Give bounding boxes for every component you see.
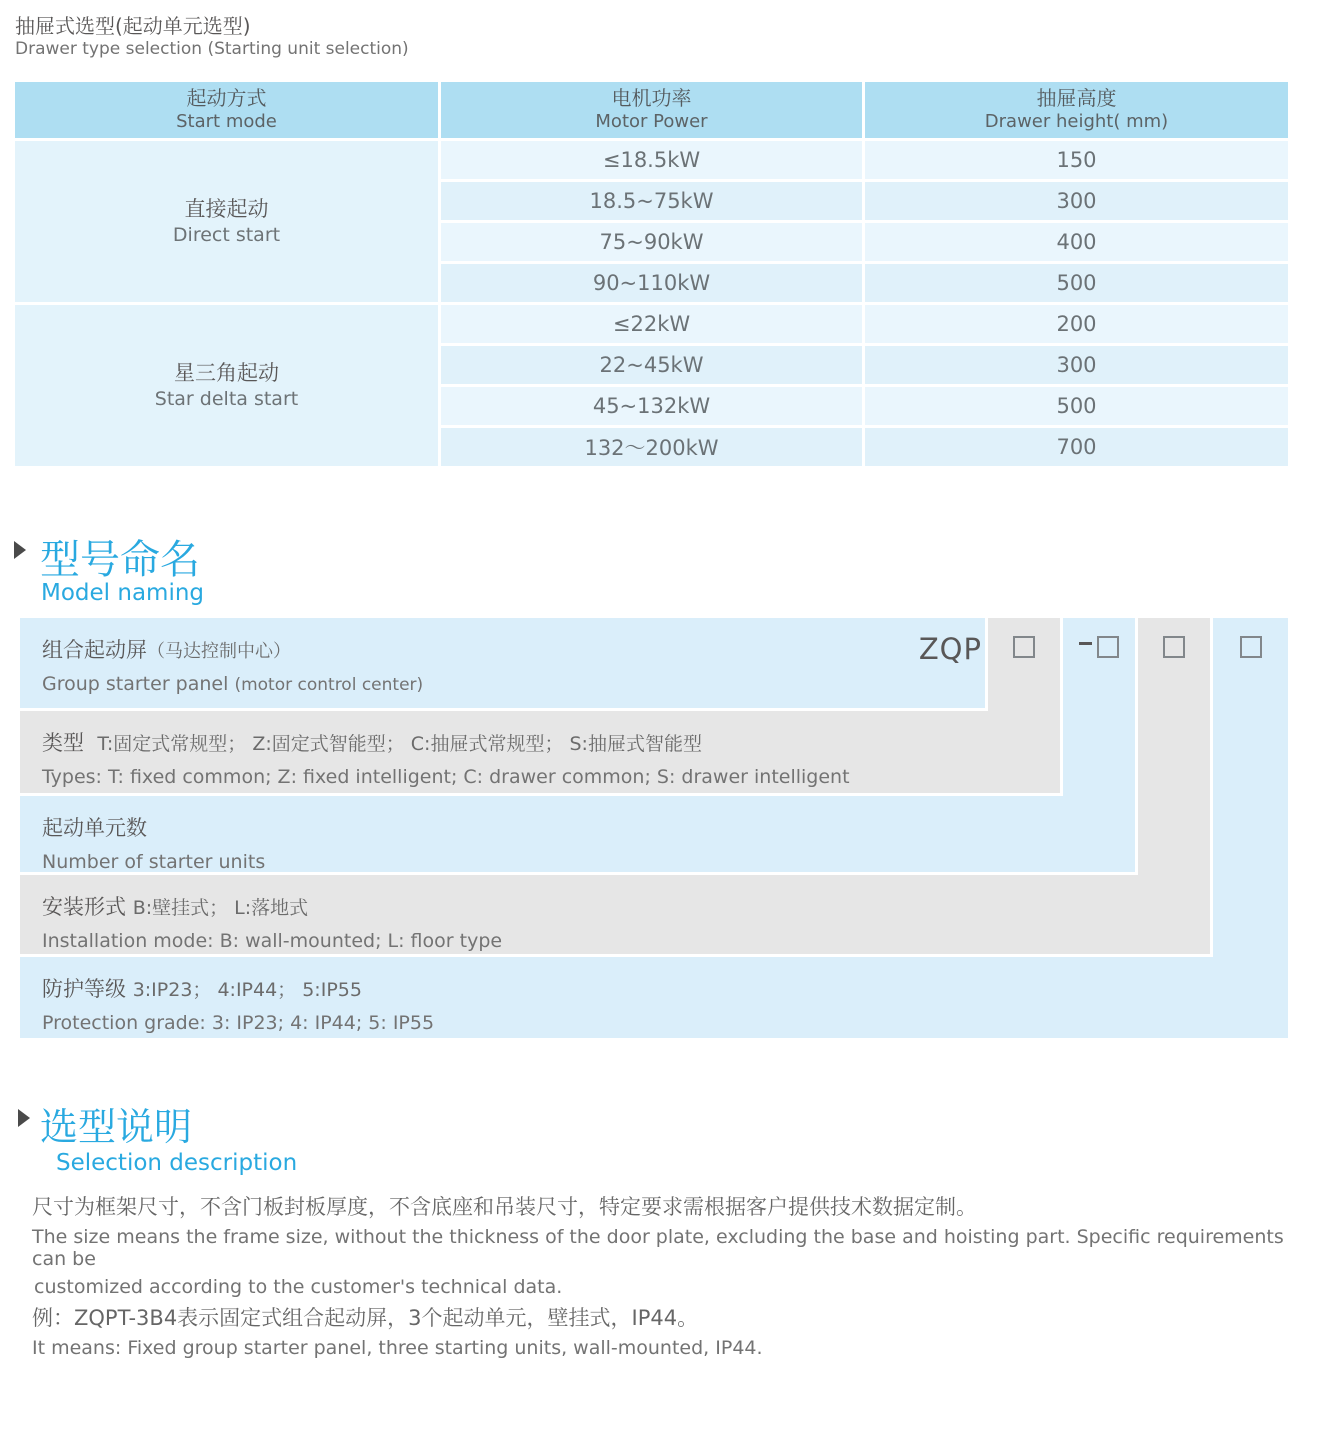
desc-line-cn: 尺寸为框架尺寸，不含门板封板厚度，不含底座和吊装尺寸，特定要求需根据客户提供技术数据定制。 [32, 1195, 977, 1219]
page-title-en: Drawer type selection (Starting unit selection) [15, 39, 409, 59]
row-label-en: Number of starter units [42, 851, 266, 873]
col-header-start-mode [15, 82, 438, 138]
height-cell: 200 [865, 305, 1288, 343]
code-column-installation [1138, 618, 1210, 954]
desc-line-en: It means: Fixed group starter panel, three starting units, wall-mounted, IP44. [32, 1337, 763, 1359]
height-cell: 700 [865, 428, 1288, 466]
code-box-icon [1097, 636, 1119, 658]
section-arrow-icon [14, 541, 26, 559]
height-cell: 150 [865, 141, 1288, 179]
header-en: Motor Power [595, 111, 708, 133]
power-cell: ≤22kW [441, 305, 862, 343]
height-cell: 300 [865, 182, 1288, 220]
row-label-en: Group starter panel [42, 673, 229, 695]
code-box-icon [1013, 636, 1035, 658]
power-cell: ≤18.5kW [441, 141, 862, 179]
drawer-selection-table [15, 82, 1288, 466]
dash-icon [1079, 642, 1092, 645]
row-detail-cn: 3:IP23； 4:IP44； 5:IP55 [132, 979, 362, 1001]
row-label-en-sub: (motor control center) [234, 675, 424, 695]
power-cell: 132～200kW [441, 428, 862, 466]
code-box-icon [1163, 636, 1185, 658]
mode-cell-star-delta-start [15, 305, 438, 466]
row-label-en: Installation mode: B: wall-mounted; L: floor type [42, 930, 503, 952]
mode-cell-direct-start [15, 141, 438, 302]
row-label-cn: 防护等级 [42, 977, 126, 1001]
selection-description-header [14, 1096, 434, 1188]
section-title-cn: 型号命名 [40, 537, 200, 583]
header-cn: 电机功率 [611, 86, 692, 111]
naming-row-group-starter-panel [20, 618, 985, 708]
model-code-prefix: ZQP [918, 632, 982, 666]
mode-cn: 星三角起动 [174, 360, 279, 385]
height-cell: 400 [865, 223, 1288, 261]
code-box-icon [1240, 636, 1262, 658]
col-header-motor-power [441, 82, 862, 138]
header-en: Drawer height( mm) [984, 111, 1169, 133]
page-title-cn: 抽屉式选型(起动单元选型) [15, 14, 251, 38]
header-cn: 抽屉高度 [1036, 86, 1117, 111]
mode-en: Direct start [172, 223, 281, 246]
row-label-en: Protection grade: 3: IP23; 4: IP44; 5: IP55 [42, 1012, 435, 1034]
desc-line-en: The size means the frame size, without the thickness of the door plate, excluding the base and hoisting part. Specific requirements can be [32, 1226, 1284, 1270]
power-cell: 45~132kW [441, 387, 862, 425]
naming-row-starter-units [20, 796, 1135, 872]
model-naming-diagram [20, 618, 1288, 1038]
height-cell: 500 [865, 264, 1288, 302]
row-label-cn: 类型 [42, 731, 84, 755]
selection-description-body [32, 1196, 1292, 1365]
section-title-en: Selection description [56, 1150, 298, 1176]
row-label-cn: 安装形式 [42, 895, 126, 919]
header-en: Start mode [176, 111, 277, 133]
height-cell: 500 [865, 387, 1288, 425]
naming-row-protection-grade [20, 957, 1288, 1038]
power-cell: 18.5~75kW [441, 182, 862, 220]
row-label-en: Types: T: fixed common; Z: fixed intelligent; C: drawer common; S: drawer intelligent [42, 766, 850, 788]
desc-line-cn: 例：ZQPT-3B4表示固定式组合起动屏，3个起动单元，壁挂式，IP44。 [32, 1306, 699, 1330]
model-naming-header [14, 528, 414, 620]
mode-en: Star delta start [154, 387, 299, 410]
naming-row-installation-mode [20, 875, 1210, 954]
mode-cn: 直接起动 [184, 196, 269, 221]
naming-row-types [20, 711, 1060, 793]
code-column-units [1063, 618, 1135, 872]
section-arrow-icon [18, 1109, 30, 1127]
power-cell: 22~45kW [441, 346, 862, 384]
header-cn: 起动方式 [186, 86, 267, 111]
section-title-en: Model naming [41, 580, 205, 606]
row-label-cn: 起动单元数 [42, 816, 147, 840]
section-title-cn: 选型说明 [40, 1105, 193, 1149]
power-cell: 90~110kW [441, 264, 862, 302]
desc-line-en: customized according to the customer's technical data. [34, 1276, 563, 1298]
row-label-cn: 组合起动屏 [42, 638, 147, 662]
row-detail-cn: T:固定式常规型； Z:固定式智能型； C:抽屉式常规型； S:抽屉式智能型 [97, 733, 702, 755]
col-header-drawer-height [865, 82, 1288, 138]
code-column-type [988, 618, 1060, 793]
code-column-protection [1213, 618, 1288, 1038]
power-cell: 75~90kW [441, 223, 862, 261]
row-detail-cn: B:壁挂式； L:落地式 [132, 897, 309, 919]
height-cell: 300 [865, 346, 1288, 384]
row-label-cn-sub: （马达控制中心） [147, 641, 291, 662]
